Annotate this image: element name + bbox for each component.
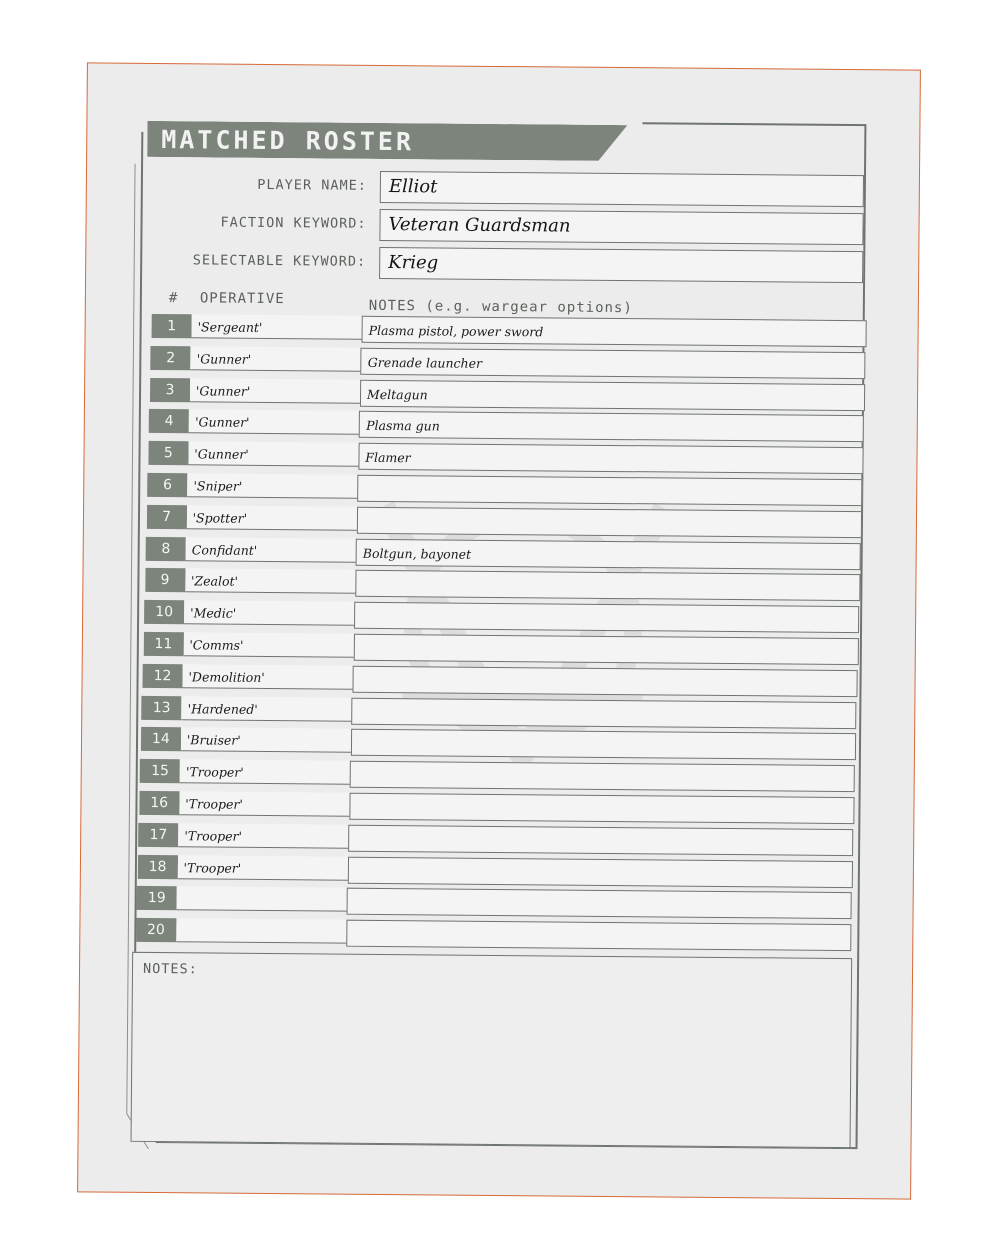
column-header-number: # [168,290,179,307]
row-number: 4 [149,409,189,433]
operative-cell[interactable]: 'Bruiser' [181,728,351,753]
notes-cell[interactable] [348,824,853,855]
operative-cell[interactable]: 'Gunner' [190,378,360,403]
row-number: 20 [136,918,176,942]
row-number: 7 [147,505,187,529]
operative-cell[interactable]: 'Trooper' [180,759,350,784]
row-number: 6 [147,473,187,497]
notes-box[interactable] [131,952,853,1148]
operative-cell[interactable] [177,887,347,912]
row-number: 14 [141,727,181,751]
notes-cell[interactable] [354,602,859,633]
notes-cell[interactable] [350,761,855,792]
operative-cell[interactable] [176,918,346,943]
faction-keyword-field[interactable] [379,209,863,245]
row-number: 15 [140,759,180,783]
notes-cell[interactable]: Grenade launcher [361,348,866,379]
notes-cell[interactable] [355,570,860,601]
row-number: 9 [145,568,185,592]
row-number: 8 [146,537,186,561]
selectable-keyword-field[interactable] [379,247,863,283]
row-number: 16 [139,791,179,815]
row-number: 18 [137,854,177,878]
row-number: 10 [144,600,184,624]
operative-cell[interactable]: 'Demolition' [182,664,352,689]
notes-cell[interactable]: Plasma gun [359,411,864,442]
notes-cell[interactable] [347,888,852,919]
notes-cell[interactable] [346,920,851,951]
notes-cell[interactable]: Plasma pistol, power sword [362,316,867,347]
notes-cell[interactable]: Meltagun [360,379,865,410]
notes-cell[interactable] [353,634,858,665]
player-name-field[interactable] [380,171,864,207]
notes-cell[interactable] [347,856,852,887]
operative-cell[interactable]: 'Trooper' [179,791,349,816]
row-number: 5 [148,441,188,465]
notes-cell[interactable]: Boltgun, bayonet [356,538,861,569]
operative-cell[interactable]: 'Gunner' [191,346,361,371]
operative-cell[interactable]: 'Medic' [184,600,354,625]
selectable-keyword-value: Krieg [388,252,439,274]
operative-cell[interactable]: 'Sergeant' [192,314,362,339]
row-number: 12 [142,664,182,688]
selectable-keyword-label: SELECTABLE KEYWORD: [192,252,367,270]
operative-cell[interactable]: 'Sniper' [187,473,357,498]
notes-cell[interactable] [352,666,857,697]
operative-cell[interactable]: 'Gunner' [188,441,358,466]
notes-cell[interactable] [357,475,862,506]
notes-cell[interactable]: Flamer [358,443,863,474]
operative-cell[interactable]: 'Hardened' [182,696,352,721]
row-number: 2 [151,346,191,370]
column-header-notes: NOTES (e.g. wargear options) [368,297,633,317]
row-number: 3 [150,378,190,402]
row-number: 19 [137,886,177,910]
notes-cell[interactable] [351,729,856,760]
row-number: 13 [142,695,182,719]
notes-cell[interactable] [352,697,857,728]
faction-keyword-label: FACTION KEYWORD: [220,214,367,232]
roster-sheet [77,62,921,1199]
notes-cell[interactable] [357,507,862,538]
operative-cell[interactable]: 'Spotter' [187,505,357,530]
row-number: 1 [152,314,192,338]
operative-cell[interactable]: 'Comms' [183,632,353,657]
faction-keyword-value: Veteran Guardsman [388,214,571,237]
page-title: MATCHED ROSTER [161,125,415,157]
row-number: 17 [138,823,178,847]
notes-cell[interactable] [349,793,854,824]
player-name-label: PLAYER NAME: [257,176,367,194]
row-number: 11 [143,632,183,656]
operative-cell[interactable]: 'Gunner' [189,410,359,435]
operative-cell[interactable]: Confidant' [186,537,356,562]
notes-label: NOTES: [142,960,198,978]
column-header-operative: OPERATIVE [199,290,285,308]
player-name-value: Elliot [388,176,438,198]
operative-cell[interactable]: 'Zealot' [185,569,355,594]
operative-cell[interactable]: 'Trooper' [178,823,348,848]
operative-cell[interactable]: 'Trooper' [177,855,347,880]
